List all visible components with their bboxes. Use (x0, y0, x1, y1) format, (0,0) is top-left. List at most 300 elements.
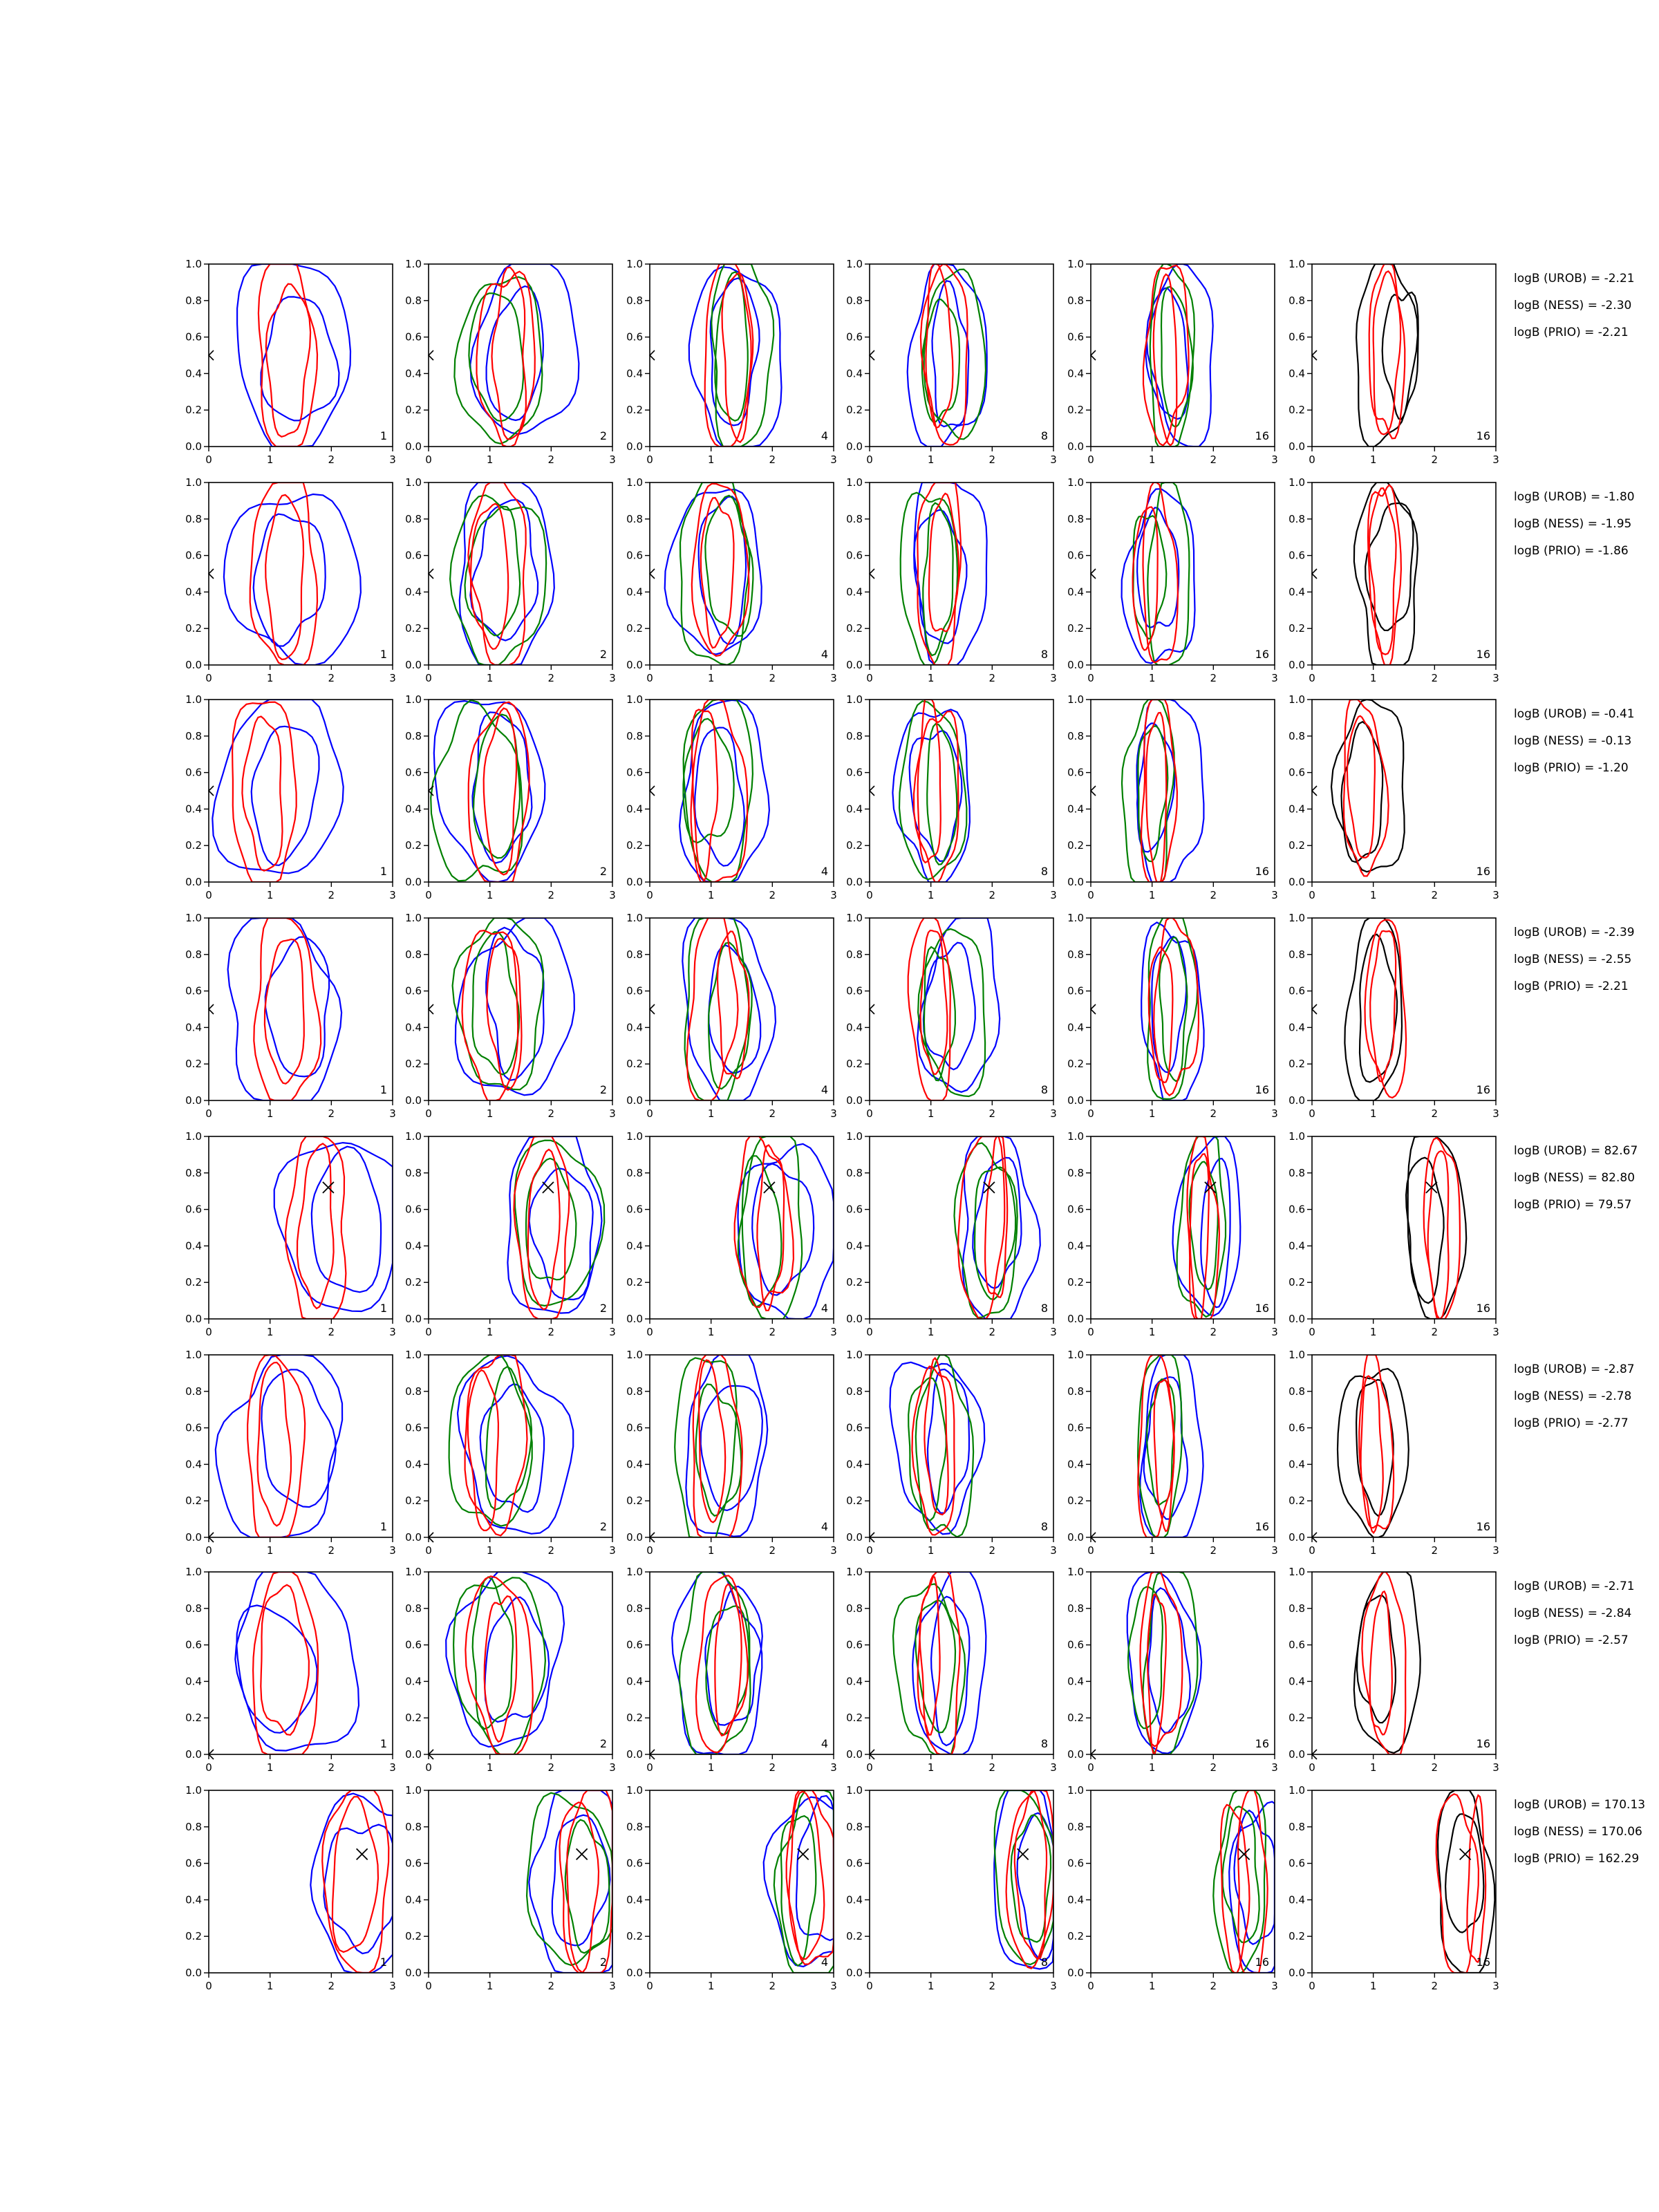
x-tick-label: 3 (1050, 453, 1057, 466)
x-tick-label: 3 (609, 1544, 616, 1557)
x-tick-label: 1 (1148, 453, 1156, 466)
panel-label: 2 (599, 429, 607, 442)
y-tick-label: 0.0 (405, 876, 422, 888)
x-tick-label: 1 (1369, 889, 1377, 901)
x-tick-label: 2 (1210, 453, 1217, 466)
x-tick-label: 3 (609, 672, 616, 684)
y-tick-label: 0.8 (405, 729, 422, 742)
x-tick-label: 3 (609, 453, 616, 466)
y-tick-label: 0.6 (405, 1421, 422, 1434)
y-tick-label: 0.6 (846, 330, 863, 344)
y-tick-label: 0.8 (185, 512, 202, 525)
y-tick-label: 0.4 (405, 585, 422, 599)
logb-label: logB (UROB) = 82.67 (1514, 1144, 1638, 1158)
y-tick-label: 0.0 (626, 1748, 643, 1761)
y-tick-label: 0.8 (185, 948, 202, 961)
y-tick-label: 0.2 (1288, 839, 1305, 852)
y-tick-label: 0.8 (1288, 1166, 1305, 1179)
x-tick-label: 2 (988, 889, 996, 901)
y-tick-label: 1.0 (405, 258, 422, 270)
logb-label: logB (NESS) = -1.95 (1514, 517, 1632, 531)
y-tick-label: 0.2 (1288, 1712, 1305, 1725)
y-tick-label: 0.8 (1288, 1820, 1305, 1833)
y-tick-label: 0.6 (1067, 766, 1084, 779)
x-tick-label: 3 (830, 1326, 837, 1338)
y-tick-label: 0.6 (1288, 1857, 1305, 1870)
y-tick-label: 0.0 (626, 659, 643, 671)
x-tick-label: 1 (486, 1544, 494, 1557)
panel-label: 2 (599, 1302, 607, 1315)
panel-label: 8 (1040, 1302, 1048, 1315)
y-tick-label: 0.0 (626, 440, 643, 453)
y-tick-label: 0.0 (1067, 1094, 1084, 1107)
x-tick-label: 1 (1369, 1326, 1377, 1338)
y-tick-label: 0.2 (405, 404, 422, 417)
y-tick-label: 0.4 (626, 1675, 643, 1688)
y-tick-label: 1.0 (626, 258, 643, 270)
x-tick-label: 0 (425, 889, 432, 901)
x-tick-label: 2 (988, 1980, 996, 1992)
y-tick-label: 0.0 (185, 1531, 202, 1544)
panel-label: 2 (599, 1737, 607, 1750)
logb-label: logB (PRIO) = 162.29 (1514, 1852, 1640, 1866)
panel-label: 4 (821, 1520, 828, 1533)
y-tick-label: 0.2 (405, 1276, 422, 1289)
panel-label: 16 (1476, 1520, 1490, 1533)
x-tick-label: 1 (486, 889, 494, 901)
y-tick-label: 0.8 (846, 1166, 863, 1179)
x-tick-label: 2 (1210, 1326, 1217, 1338)
x-tick-label: 1 (927, 1326, 935, 1338)
y-tick-label: 0.2 (185, 1712, 202, 1725)
x-tick-label: 1 (266, 1761, 274, 1774)
x-tick-label: 2 (769, 1980, 776, 1992)
x-tick-label: 0 (1309, 1107, 1315, 1120)
x-tick-label: 1 (1148, 889, 1156, 901)
y-tick-label: 0.4 (1288, 367, 1305, 380)
y-tick-label: 0.4 (405, 367, 422, 380)
y-tick-label: 0.2 (1288, 1058, 1305, 1071)
y-tick-label: 0.0 (1067, 876, 1084, 888)
x-tick-label: 0 (1087, 1544, 1094, 1557)
y-tick-label: 0.2 (626, 1930, 643, 1943)
x-tick-label: 3 (389, 453, 396, 466)
y-tick-label: 0.2 (185, 1494, 202, 1508)
x-tick-label: 0 (1087, 672, 1094, 684)
y-tick-label: 0.6 (185, 1421, 202, 1434)
x-tick-label: 2 (1431, 453, 1438, 466)
y-tick-label: 0.0 (846, 1967, 863, 1979)
y-tick-label: 1.0 (626, 1349, 643, 1361)
y-tick-label: 0.2 (405, 1058, 422, 1071)
panel-label: 8 (1040, 1956, 1048, 1969)
x-tick-label: 2 (1431, 889, 1438, 901)
x-tick-label: 1 (1148, 1107, 1156, 1120)
y-tick-label: 1.0 (846, 258, 863, 270)
y-tick-label: 0.4 (846, 1458, 863, 1471)
panel-label: 1 (379, 648, 387, 661)
x-tick-label: 2 (769, 1326, 776, 1338)
y-tick-label: 0.0 (846, 1313, 863, 1325)
y-tick-label: 1.0 (1288, 1130, 1305, 1143)
panel-label: 16 (1476, 1083, 1490, 1096)
y-tick-label: 0.4 (626, 1893, 643, 1906)
y-tick-label: 1.0 (1067, 912, 1084, 924)
y-tick-label: 0.8 (405, 948, 422, 961)
x-tick-label: 1 (1369, 453, 1377, 466)
y-tick-label: 0.0 (1288, 876, 1305, 888)
y-tick-label: 0.2 (185, 404, 202, 417)
x-tick-label: 0 (1087, 889, 1094, 901)
x-tick-label: 0 (1087, 1107, 1094, 1120)
y-tick-label: 0.2 (846, 1930, 863, 1943)
x-tick-label: 3 (830, 1761, 837, 1774)
x-tick-label: 2 (547, 1761, 555, 1774)
panel-label: 4 (821, 648, 828, 661)
x-tick-label: 3 (609, 1761, 616, 1774)
x-tick-label: 3 (1492, 1544, 1499, 1557)
y-tick-label: 0.4 (1288, 1893, 1305, 1906)
y-tick-label: 1.0 (846, 1566, 863, 1578)
y-tick-label: 0.4 (1067, 1675, 1084, 1688)
logb-label: logB (UROB) = -2.21 (1514, 272, 1635, 285)
y-tick-label: 0.4 (405, 1021, 422, 1034)
y-tick-label: 0.8 (846, 512, 863, 525)
x-tick-label: 0 (425, 1107, 432, 1120)
x-tick-label: 0 (205, 889, 212, 901)
y-tick-label: 0.4 (846, 367, 863, 380)
y-tick-label: 0.6 (626, 766, 643, 779)
x-tick-label: 2 (1210, 1761, 1217, 1774)
y-tick-label: 1.0 (185, 1566, 202, 1578)
x-tick-label: 2 (1210, 1544, 1217, 1557)
logb-label: logB (NESS) = 170.06 (1514, 1825, 1642, 1839)
y-tick-label: 1.0 (846, 912, 863, 924)
y-tick-label: 0.8 (185, 729, 202, 742)
y-tick-label: 0.2 (405, 839, 422, 852)
y-tick-label: 0.0 (846, 1531, 863, 1544)
x-tick-label: 1 (927, 453, 935, 466)
x-tick-label: 3 (830, 889, 837, 901)
x-tick-label: 3 (1050, 1107, 1057, 1120)
y-tick-label: 0.0 (185, 876, 202, 888)
x-tick-label: 2 (547, 453, 555, 466)
y-tick-label: 0.4 (846, 1021, 863, 1034)
x-tick-label: 2 (769, 453, 776, 466)
y-tick-label: 0.6 (846, 1638, 863, 1651)
y-tick-label: 1.0 (1288, 912, 1305, 924)
logb-label: logB (NESS) = -2.84 (1514, 1606, 1632, 1620)
y-tick-label: 0.2 (846, 622, 863, 635)
y-tick-label: 0.6 (405, 1638, 422, 1651)
y-tick-label: 0.6 (1067, 984, 1084, 997)
x-tick-label: 2 (328, 672, 335, 684)
y-tick-label: 1.0 (1067, 1784, 1084, 1797)
y-tick-label: 0.6 (1067, 1421, 1084, 1434)
y-tick-label: 0.8 (626, 1602, 643, 1615)
x-tick-label: 2 (547, 1980, 555, 1992)
x-tick-label: 3 (1271, 672, 1278, 684)
panel-label: 1 (379, 1302, 387, 1315)
x-tick-label: 2 (769, 1544, 776, 1557)
x-tick-label: 2 (1431, 672, 1438, 684)
y-tick-label: 0.2 (1067, 839, 1084, 852)
panel-label: 1 (379, 1083, 387, 1096)
y-tick-label: 0.4 (1288, 1021, 1305, 1034)
y-tick-label: 0.2 (185, 1058, 202, 1071)
y-tick-label: 0.8 (1288, 512, 1305, 525)
x-tick-label: 1 (266, 672, 274, 684)
y-tick-label: 0.8 (1288, 729, 1305, 742)
x-tick-label: 2 (988, 1326, 996, 1338)
y-tick-label: 0.6 (846, 1857, 863, 1870)
panel-label: 16 (1255, 1737, 1269, 1750)
y-tick-label: 0.0 (626, 1967, 643, 1979)
x-tick-label: 1 (486, 1107, 494, 1120)
x-tick-label: 3 (1492, 672, 1499, 684)
y-tick-label: 0.0 (1067, 440, 1084, 453)
x-tick-label: 3 (1271, 1761, 1278, 1774)
y-tick-label: 0.2 (1067, 622, 1084, 635)
y-tick-label: 1.0 (185, 912, 202, 924)
y-tick-label: 0.6 (405, 330, 422, 344)
y-tick-label: 0.6 (185, 1638, 202, 1651)
y-tick-label: 0.0 (1067, 1531, 1084, 1544)
y-tick-label: 0.0 (1288, 659, 1305, 671)
y-tick-label: 0.4 (185, 585, 202, 599)
logb-label: logB (NESS) = -0.13 (1514, 734, 1632, 748)
x-tick-label: 0 (646, 1544, 653, 1557)
y-tick-label: 0.6 (1288, 1421, 1305, 1434)
y-tick-label: 0.6 (185, 984, 202, 997)
x-tick-label: 3 (1492, 453, 1499, 466)
x-tick-label: 1 (1369, 1107, 1377, 1120)
y-tick-label: 0.0 (1067, 1748, 1084, 1761)
x-tick-label: 1 (486, 1980, 494, 1992)
y-tick-label: 0.4 (1067, 1021, 1084, 1034)
y-tick-label: 0.6 (405, 1857, 422, 1870)
x-tick-label: 3 (830, 1544, 837, 1557)
y-tick-label: 0.0 (626, 876, 643, 888)
x-tick-label: 2 (769, 672, 776, 684)
logb-label: logB (NESS) = -2.30 (1514, 299, 1632, 312)
y-tick-label: 0.0 (1067, 1967, 1084, 1979)
y-tick-label: 0.6 (1067, 1857, 1084, 1870)
x-tick-label: 3 (1492, 1107, 1499, 1120)
y-tick-label: 0.6 (185, 1857, 202, 1870)
y-tick-label: 0.4 (1067, 367, 1084, 380)
x-tick-label: 1 (1148, 1761, 1156, 1774)
x-tick-label: 3 (1492, 1761, 1499, 1774)
panel-label: 16 (1255, 865, 1269, 878)
x-tick-label: 3 (1271, 1107, 1278, 1120)
y-tick-label: 0.8 (626, 1820, 643, 1833)
x-tick-label: 2 (547, 1326, 555, 1338)
y-tick-label: 0.6 (405, 766, 422, 779)
y-tick-label: 0.8 (1288, 1385, 1305, 1398)
y-tick-label: 0.4 (626, 803, 643, 816)
y-tick-label: 1.0 (1067, 1566, 1084, 1578)
y-tick-label: 1.0 (1067, 476, 1084, 489)
x-tick-label: 1 (266, 453, 274, 466)
x-tick-label: 1 (266, 1980, 274, 1992)
y-tick-label: 1.0 (185, 693, 202, 706)
y-tick-label: 0.2 (626, 1276, 643, 1289)
x-tick-label: 0 (866, 453, 873, 466)
x-tick-label: 2 (1210, 889, 1217, 901)
y-tick-label: 0.0 (405, 1748, 422, 1761)
y-tick-label: 0.8 (846, 729, 863, 742)
x-tick-label: 1 (1148, 1326, 1156, 1338)
y-tick-label: 1.0 (405, 1784, 422, 1797)
logb-label: logB (UROB) = -1.80 (1514, 490, 1635, 504)
y-tick-label: 1.0 (626, 912, 643, 924)
x-tick-label: 3 (1492, 1326, 1499, 1338)
x-tick-label: 2 (328, 1761, 335, 1774)
panel-label: 16 (1255, 429, 1269, 442)
y-tick-label: 1.0 (626, 693, 643, 706)
y-tick-label: 0.0 (626, 1313, 643, 1325)
y-tick-label: 0.4 (185, 1458, 202, 1471)
y-tick-label: 0.4 (185, 367, 202, 380)
x-tick-label: 2 (1210, 1107, 1217, 1120)
logb-label: logB (UROB) = 170.13 (1514, 1798, 1646, 1812)
y-tick-label: 0.4 (626, 1021, 643, 1034)
y-tick-label: 0.6 (1288, 549, 1305, 562)
y-tick-label: 1.0 (185, 258, 202, 270)
y-tick-label: 0.6 (1067, 330, 1084, 344)
panel-label: 4 (821, 1083, 828, 1096)
y-tick-label: 1.0 (1067, 258, 1084, 270)
y-tick-label: 0.6 (1067, 1203, 1084, 1216)
y-tick-label: 0.8 (846, 1385, 863, 1398)
x-tick-label: 2 (988, 1544, 996, 1557)
y-tick-label: 0.2 (405, 1930, 422, 1943)
panel-label: 16 (1476, 1737, 1490, 1750)
panel-label: 16 (1255, 1302, 1269, 1315)
x-tick-label: 0 (1087, 1761, 1094, 1774)
x-tick-label: 0 (866, 1326, 873, 1338)
y-tick-label: 1.0 (185, 1784, 202, 1797)
x-tick-label: 1 (927, 672, 935, 684)
y-tick-label: 0.4 (1067, 1893, 1084, 1906)
logb-label: logB (PRIO) = -2.21 (1514, 980, 1629, 993)
x-tick-label: 0 (646, 889, 653, 901)
y-tick-label: 1.0 (846, 1349, 863, 1361)
x-tick-label: 3 (1271, 889, 1278, 901)
y-tick-label: 0.4 (1288, 585, 1305, 599)
x-tick-label: 2 (547, 1107, 555, 1120)
panel-label: 16 (1476, 1956, 1490, 1969)
y-tick-label: 0.4 (405, 1675, 422, 1688)
y-tick-label: 1.0 (846, 693, 863, 706)
x-tick-label: 3 (830, 1107, 837, 1120)
y-tick-label: 0.2 (1067, 1712, 1084, 1725)
y-tick-label: 0.4 (185, 1893, 202, 1906)
y-tick-label: 0.4 (846, 585, 863, 599)
panel-label: 4 (821, 865, 828, 878)
y-tick-label: 0.6 (1288, 766, 1305, 779)
x-tick-label: 2 (328, 1326, 335, 1338)
y-tick-label: 0.6 (405, 549, 422, 562)
y-tick-label: 0.6 (846, 984, 863, 997)
logb-label: logB (PRIO) = -2.57 (1514, 1633, 1629, 1647)
y-tick-label: 0.0 (405, 1967, 422, 1979)
x-tick-label: 1 (486, 1761, 494, 1774)
y-tick-label: 1.0 (405, 1130, 422, 1143)
y-tick-label: 1.0 (1288, 1784, 1305, 1797)
x-tick-label: 3 (609, 1980, 616, 1992)
y-tick-label: 0.6 (1288, 330, 1305, 344)
y-tick-label: 0.2 (1067, 1058, 1084, 1071)
y-tick-label: 0.2 (1067, 1930, 1084, 1943)
y-tick-label: 0.0 (1067, 659, 1084, 671)
logb-label: logB (UROB) = -2.87 (1514, 1362, 1635, 1376)
y-tick-label: 0.2 (626, 1494, 643, 1508)
y-tick-label: 0.8 (1067, 294, 1084, 307)
x-tick-label: 0 (646, 453, 653, 466)
y-tick-label: 1.0 (185, 1349, 202, 1361)
x-tick-label: 2 (328, 889, 335, 901)
panel-label: 8 (1040, 429, 1048, 442)
y-tick-label: 0.6 (846, 1203, 863, 1216)
y-tick-label: 0.8 (1067, 512, 1084, 525)
x-tick-label: 1 (266, 1107, 274, 1120)
x-tick-label: 2 (1431, 1326, 1438, 1338)
y-tick-label: 0.2 (405, 1712, 422, 1725)
y-tick-label: 0.8 (1288, 1602, 1305, 1615)
y-tick-label: 0.8 (185, 1166, 202, 1179)
y-tick-label: 0.6 (626, 549, 643, 562)
y-tick-label: 0.4 (1067, 1239, 1084, 1253)
y-tick-label: 0.2 (626, 839, 643, 852)
y-tick-label: 0.4 (405, 1239, 422, 1253)
x-tick-label: 1 (707, 889, 715, 901)
panel-label: 4 (821, 1302, 828, 1315)
y-tick-label: 1.0 (846, 1784, 863, 1797)
y-tick-label: 0.0 (626, 1531, 643, 1544)
x-tick-label: 0 (1309, 889, 1315, 901)
x-tick-label: 0 (1309, 453, 1315, 466)
x-tick-label: 2 (328, 1980, 335, 1992)
x-tick-label: 3 (389, 1107, 396, 1120)
y-tick-label: 0.2 (1288, 1494, 1305, 1508)
panel-label: 4 (821, 429, 828, 442)
y-tick-label: 0.6 (1288, 1203, 1305, 1216)
x-tick-label: 0 (646, 1326, 653, 1338)
y-tick-label: 0.6 (626, 984, 643, 997)
y-tick-label: 0.8 (626, 948, 643, 961)
panel-label: 8 (1040, 1737, 1048, 1750)
x-tick-label: 2 (547, 1544, 555, 1557)
y-tick-label: 0.8 (405, 512, 422, 525)
x-tick-label: 0 (205, 1761, 212, 1774)
y-tick-label: 0.6 (405, 1203, 422, 1216)
panel-label: 8 (1040, 1083, 1048, 1096)
panel-label: 1 (379, 1737, 387, 1750)
x-tick-label: 2 (769, 1107, 776, 1120)
x-tick-label: 3 (1271, 1326, 1278, 1338)
x-tick-label: 0 (1087, 1980, 1094, 1992)
y-tick-label: 0.8 (626, 1166, 643, 1179)
x-tick-label: 3 (1271, 1544, 1278, 1557)
y-tick-label: 1.0 (846, 476, 863, 489)
x-tick-label: 0 (646, 672, 653, 684)
y-tick-label: 0.2 (626, 1058, 643, 1071)
panel-label: 8 (1040, 1520, 1048, 1533)
x-tick-label: 1 (1148, 1980, 1156, 1992)
y-tick-label: 0.8 (185, 1385, 202, 1398)
